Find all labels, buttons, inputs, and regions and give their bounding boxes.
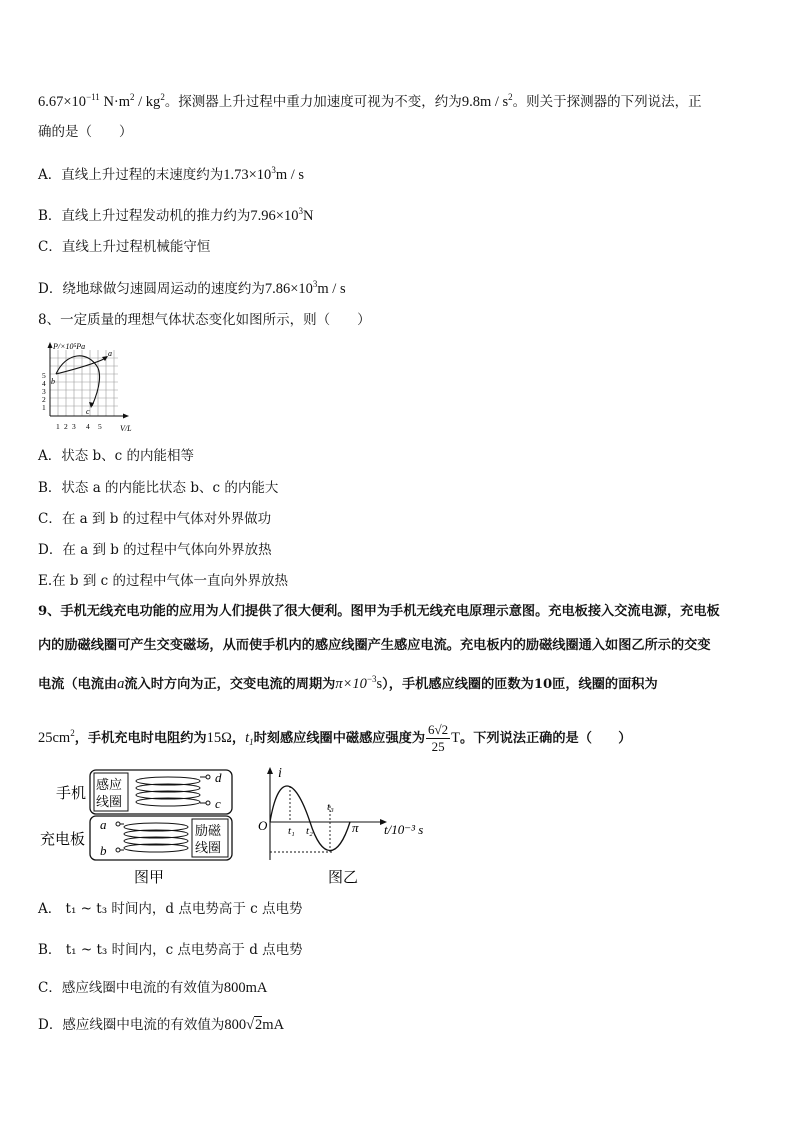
q8-option-a: A．状态 b、c 的内能相等 xyxy=(38,448,195,464)
q8-option-d: D．在 a 到 b 的过程中气体向外界放热 xyxy=(38,542,272,558)
q8-option-c: C．在 a 到 b 的过程中气体对外界做功 xyxy=(38,511,272,527)
coil1-label2: 线圈 xyxy=(96,794,123,809)
q7-stem-line1 xyxy=(38,88,702,111)
coil2-label2: 线圈 xyxy=(195,840,222,855)
q9-option-b: B． t₁ ~ t₃ 时间内，c 点电势高于 d 点电势 xyxy=(38,942,303,958)
grav-constant: $6.67\times 10^{-11}$ $N\cdot m^2 / kg^2$ xyxy=(38,92,165,110)
figure-jia-caption: 图甲 xyxy=(134,870,165,886)
x-tick: 4 xyxy=(86,422,90,431)
q9-stem-line2: 内的励磁线圈可产生交变磁场，从而使手机内的感应线圈产生感应电流。充电板内的励磁线圈通入如图乙所示的交变 xyxy=(38,638,711,653)
stem-text: 。探测器上升过程中重力加速度可视为不变，约为 xyxy=(164,94,462,110)
coil2-label: 励磁 xyxy=(195,823,222,838)
q7-option-a: A．直线上升过程的末速度约为$1.73\times 10^3m / s$ xyxy=(38,165,305,183)
q9-option-d: D．感应线圈中电流的有效值为800√2mA xyxy=(38,1017,285,1033)
q7-option-c: C．直线上升过程机械能守恒 xyxy=(38,239,211,255)
time-axis-label: t/10⁻³ s xyxy=(384,822,424,837)
point-c: c xyxy=(86,407,90,416)
terminal-a: a xyxy=(100,817,107,832)
origin: O xyxy=(258,818,268,833)
q9-stem-line3: 电流（电流由a流入时方向为正，交变电流的周期为$\pi\times 10^{-3}s$），手机感应线圈的匝数为10匝，线圈的面积为 xyxy=(38,674,658,692)
figure-jia xyxy=(38,764,248,888)
q7-stem-line2: 确的是（ ） xyxy=(38,124,133,140)
q8-option-e: E.在 b 到 c 的过程中气体一直向外界放热 xyxy=(38,573,289,589)
i-axis-label: i xyxy=(278,766,282,781)
point-b: b xyxy=(51,377,55,386)
y-tick: 2 xyxy=(42,395,46,404)
stem-tail: 。则关于探测器的下列说法，正 xyxy=(512,94,702,110)
q7-option-b: B．直线上升过程发动机的推力约为$7.96\times 10^3N$ xyxy=(38,206,314,224)
current-wave xyxy=(270,786,350,851)
figure-yi xyxy=(252,764,448,888)
y-axis-label: P/×10⁵Pa xyxy=(53,342,86,351)
point-a: a xyxy=(108,349,112,358)
figure-yi-caption: 图乙 xyxy=(328,870,359,886)
q8-stem: 8、一定质量的理想气体状态变化如图所示，则（ ） xyxy=(38,312,371,328)
q9-option-a: A． t₁ ~ t₃ 时间内，d 点电势高于 c 点电势 xyxy=(38,901,303,917)
terminal-d: d xyxy=(215,770,222,785)
y-tick: 5 xyxy=(42,371,46,380)
q9-option-c: C．感应线圈中电流的有效值为800mA xyxy=(38,980,268,996)
y-tick: 1 xyxy=(42,403,46,412)
coil1-label: 感应 xyxy=(96,777,123,792)
y-tick: 4 xyxy=(42,379,46,388)
x-tick: 5 xyxy=(98,422,102,431)
q7-option-d: D．绕地球做匀速圆周运动的速度约为$7.86\times 10^3m / s$ xyxy=(38,279,346,297)
x-tick: 1 xyxy=(56,422,60,431)
pv-graph xyxy=(36,340,146,436)
y-tick: 3 xyxy=(42,387,46,396)
phone-label: 手机 xyxy=(56,786,87,802)
pi-label: π xyxy=(352,820,359,835)
terminal-b: b xyxy=(100,843,107,858)
terminal-c: c xyxy=(215,796,221,811)
t3-label: t₃ xyxy=(327,801,334,813)
x-tick: 3 xyxy=(72,422,76,431)
t1-label: t₁ xyxy=(288,825,295,837)
q8-option-b: B．状态 a 的内能比状态 b、c 的内能大 xyxy=(38,480,279,496)
gravity-value: $9.8m / s^2$ xyxy=(461,92,513,110)
t2-label: t₂ xyxy=(306,825,313,837)
x-tick: 2 xyxy=(64,422,68,431)
q9-stem-line4: $25cm^2$，手机充电时电阻约为15Ω，$t_1$时刻感应线圈中磁感应强度为 $\frac{6√2}{25}$ T。下列说法正确的是（ ） xyxy=(38,722,632,754)
x-axis-label: V/L xyxy=(120,424,132,433)
q9-stem-line1: 9、手机无线充电功能的应用为人们提供了很大便利。图甲为手机无线充电原理示意图。充电板接入交流电源，充电板 xyxy=(38,604,720,619)
board-label: 充电板 xyxy=(40,832,86,848)
